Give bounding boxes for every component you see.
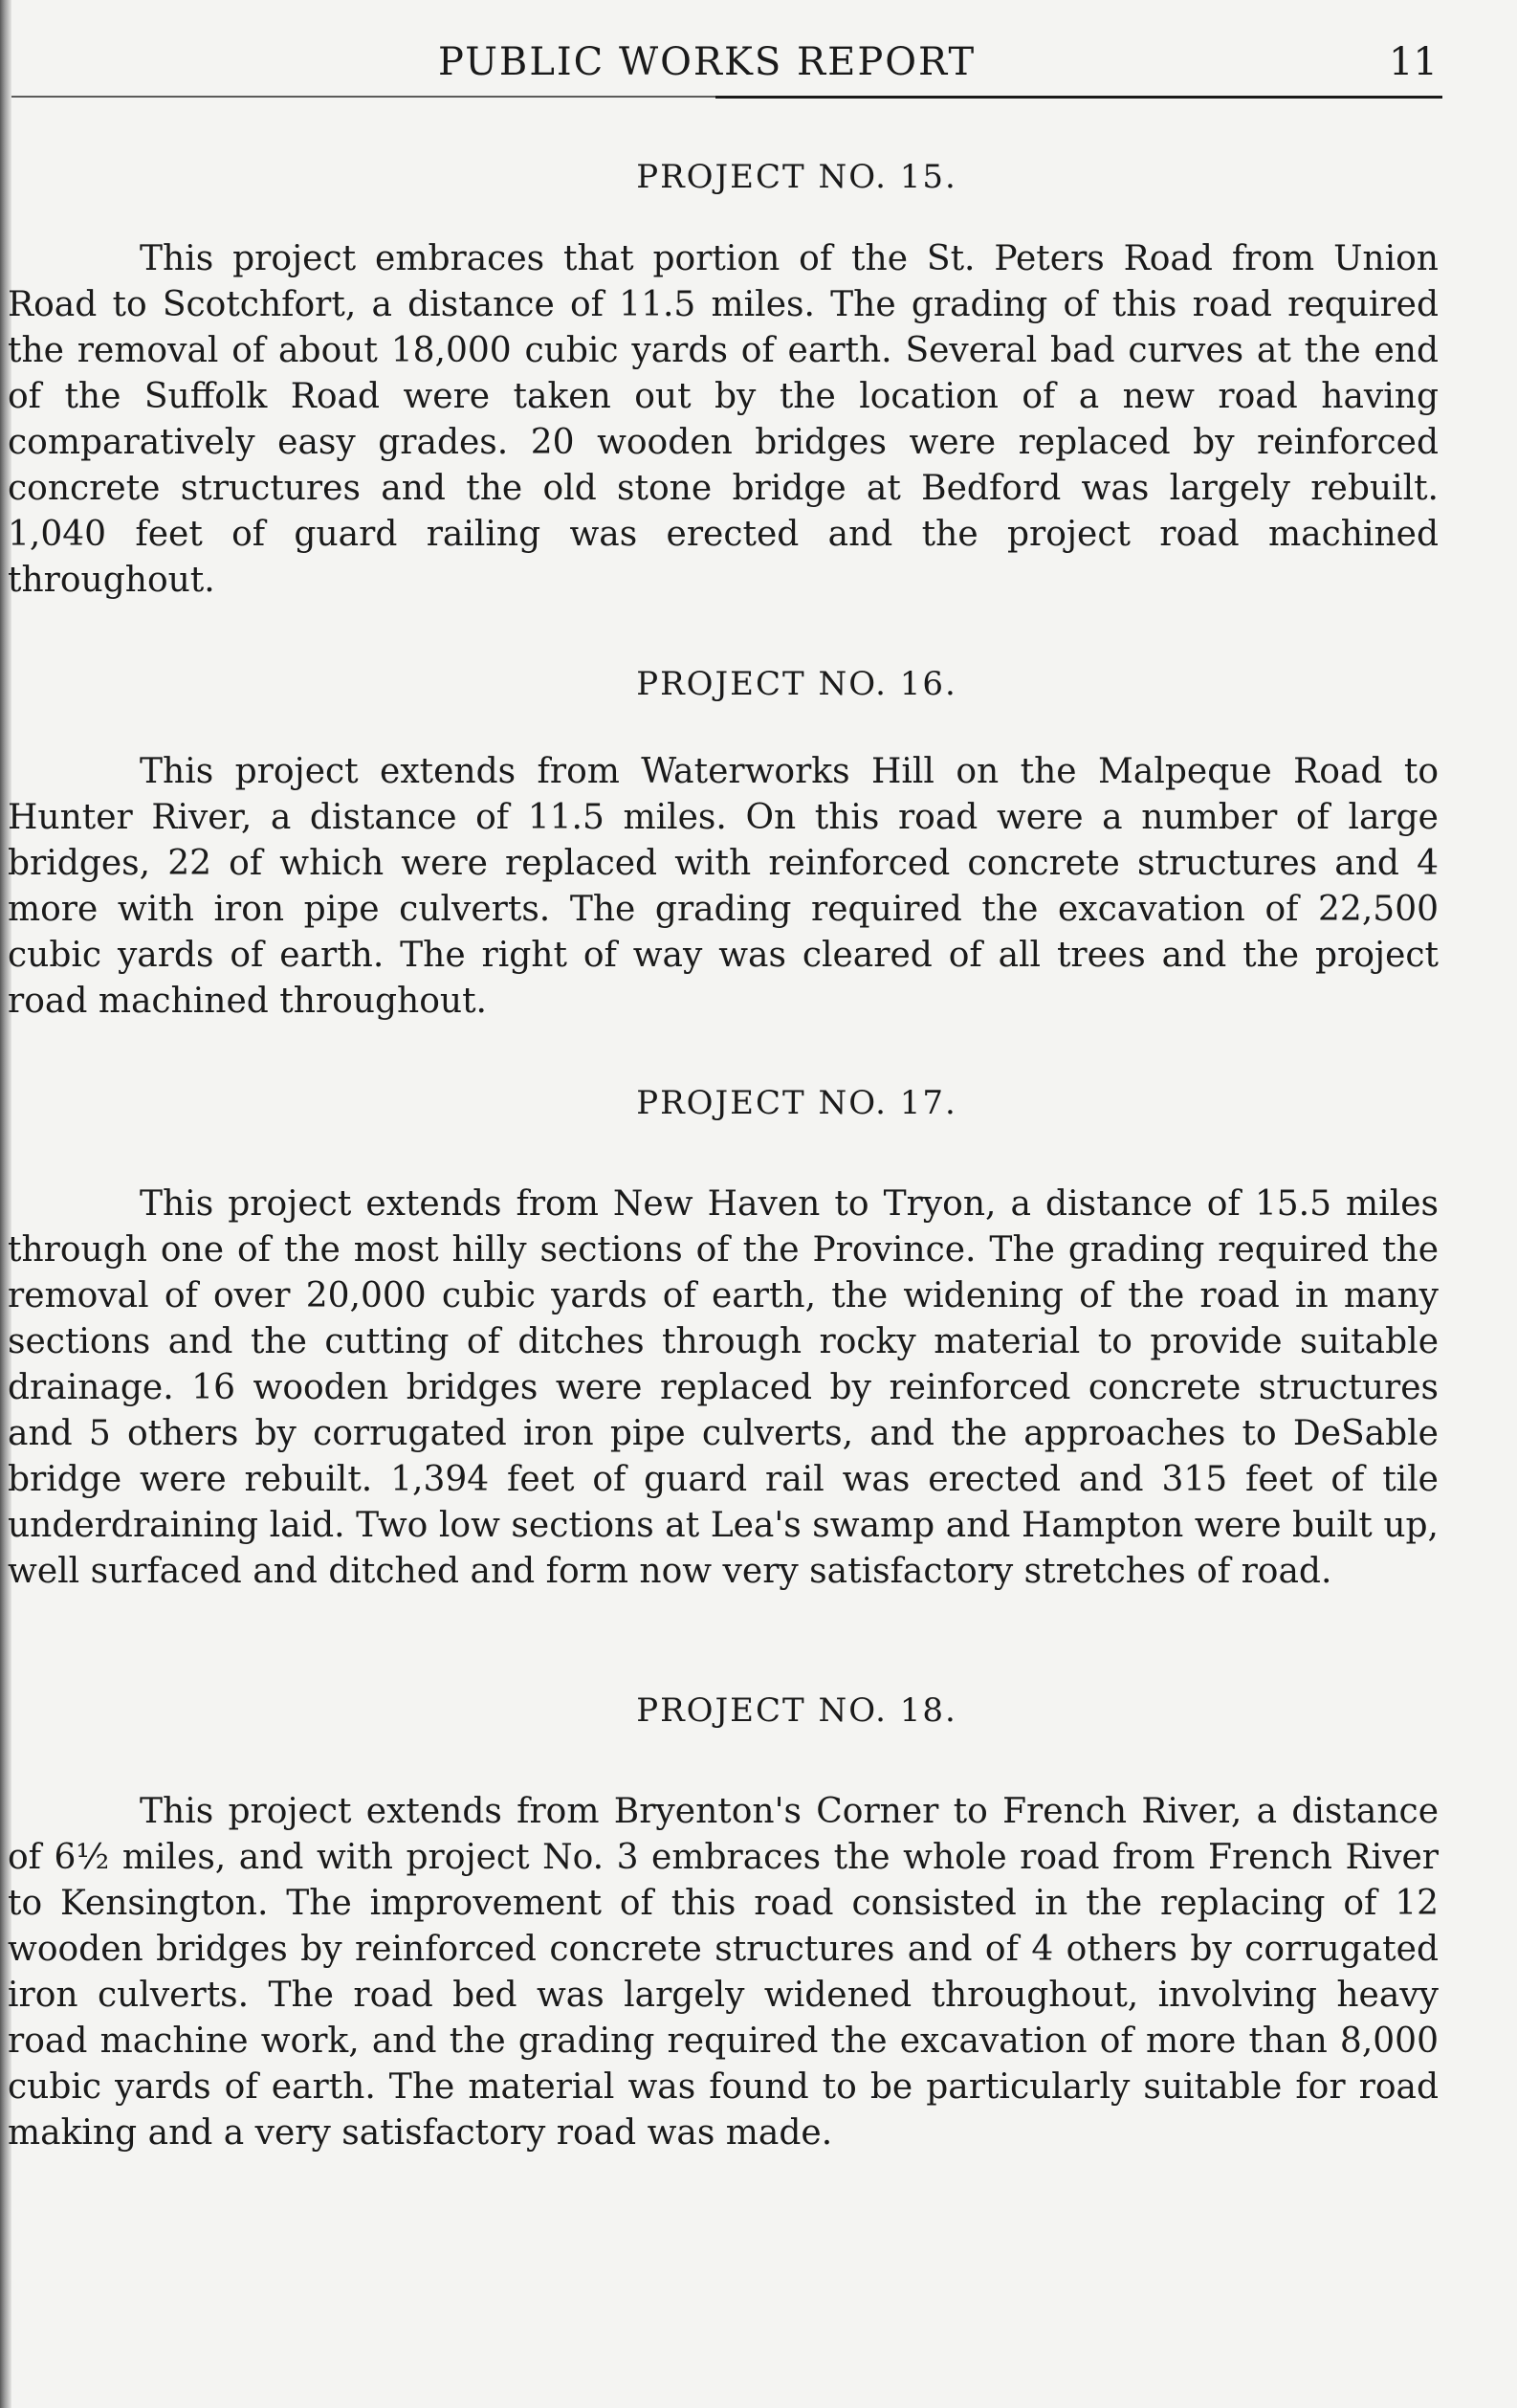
running-head xyxy=(0,40,1517,98)
project-18-section xyxy=(0,1691,1517,2153)
project-16-heading: PROJECT NO. 16. xyxy=(636,665,957,703)
project-18-body: This project extends from Bryenton's Corner to French River, a distance of 6½ miles, and with project No. 3 embraces the whole road from French River to Kensington. The improvement of this road consisted in the replacing of 12 wooden bridges by reinforced concrete structures and of 4 others by corrugated iron culverts. The road bed was largely widened throughout, involving heavy road machine work, and the grading required the excavation of more than 8,000 cubic yards of earth. The material was found to be particularly suitable for road making and a very satisfactory road was made. xyxy=(8,1792,1439,2153)
project-15-body: This project embraces that portion of the St. Peters Road from Union Road to Scotchfort, a distance of 11.5 miles. The grading of this road required the removal of about 18,000 cubic yards of earth. Several bad curves at the end of the Suffolk Road were taken out by the location of a new road having comparatively easy grades. 20 wooden bridges were replaced by reinforced concrete structures and the old stone bridge at Bedford was largely rebuilt. 1,040 feet of guard railing was erected and the project road machined throughout. xyxy=(8,239,1439,600)
project-16-body: This project extends from Waterworks Hill on the Malpeque Road to Hunter River, a distance of 11.5 miles. On this road were a number of large bridges, 22 of which were replaced with reinforced concrete structures and 4 more with iron pipe culverts. The grading required the excavation of 22,500 cubic yards of earth. The right of way was cleared of all trees and the project road machined throughout. xyxy=(8,752,1439,1021)
project-18-heading: PROJECT NO. 18. xyxy=(636,1691,957,1730)
header-rule-left xyxy=(11,96,719,98)
running-title: PUBLIC WORKS REPORT xyxy=(438,40,977,84)
project-17-body: This project extends from New Haven to Tryon, a distance of 15.5 miles through one of the most hilly sections of the Province. The grading required the removal of over 20,000 cubic yards of earth, the widening of the road in many sections and the cutting of ditches through rocky material to provide suitable drainage. 16 wooden bridges were replaced by reinforced concrete structures and 5 others by corrugated iron pipe culverts, and the approaches to DeSable bridge were rebuilt. 1,394 feet of guard rail was erected and 315 feet of tile underdraining laid. Two low sections at Lea's swamp and Hampton were built up, well surfaced and ditched and form now very satisfactory stretches of road. xyxy=(8,1184,1439,1591)
page-number: 11 xyxy=(1389,40,1438,84)
project-15-heading: PROJECT NO. 15. xyxy=(636,158,957,196)
project-16-section xyxy=(0,665,1517,1021)
header-rule-right xyxy=(715,96,1442,99)
project-17-heading: PROJECT NO. 17. xyxy=(636,1084,957,1122)
project-17-section xyxy=(0,1084,1517,1591)
project-15-section xyxy=(0,158,1517,600)
